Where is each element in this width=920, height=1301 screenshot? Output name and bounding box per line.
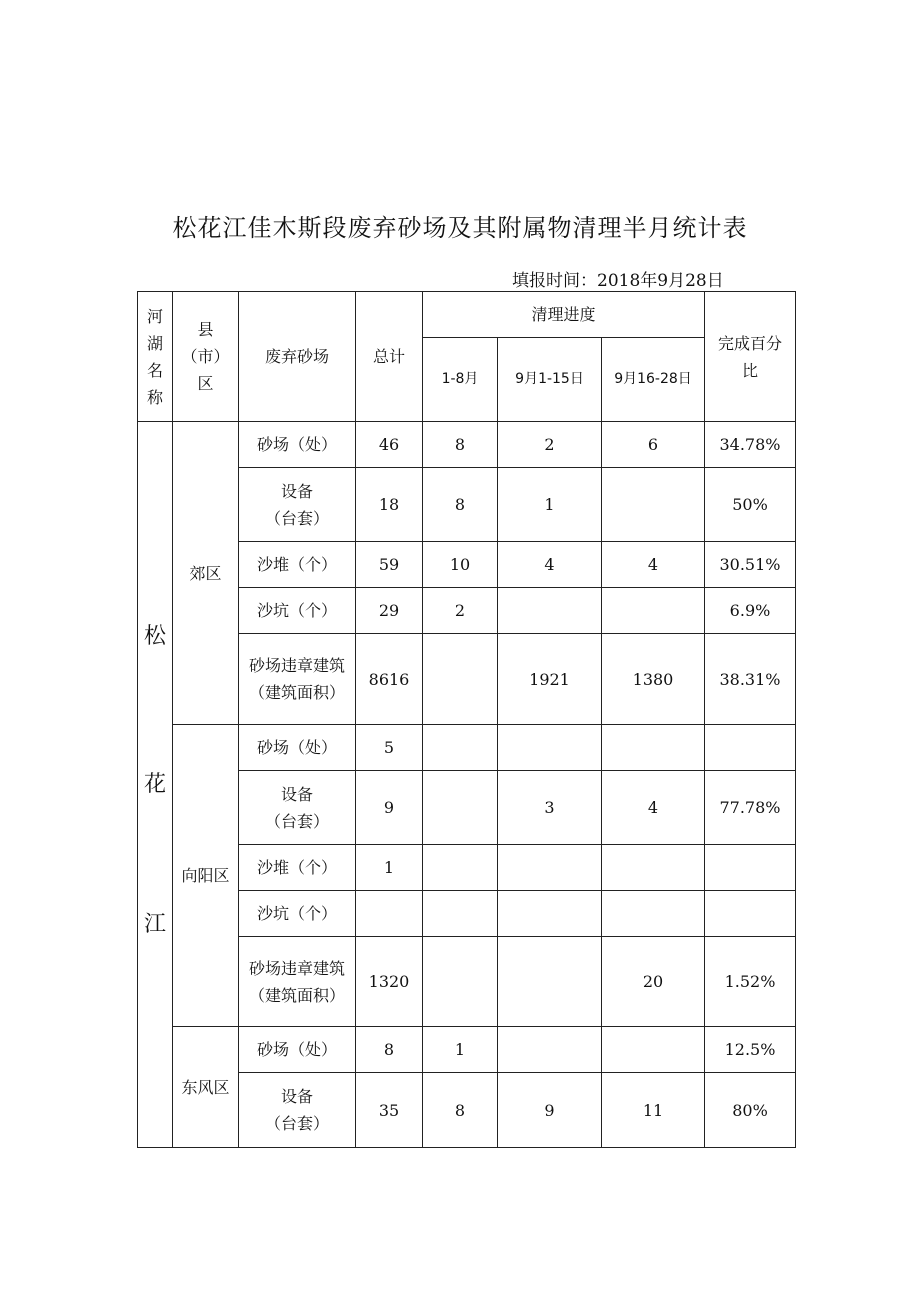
item-label: 设备 （台套） <box>239 468 356 542</box>
item-label: 沙坑（个） <box>239 891 356 937</box>
header-river-name: 河 湖 名 称 <box>138 292 173 422</box>
district-name: 向阳区 <box>173 725 239 1027</box>
percent-cell: 80% <box>705 1073 796 1148</box>
page-title: 松花江佳木斯段废弃砂场及其附属物清理半月统计表 <box>172 214 748 242</box>
percent-cell: 1.52% <box>705 937 796 1027</box>
total-cell: 35 <box>356 1073 423 1148</box>
percent-cell: 77.78% <box>705 771 796 845</box>
period1-cell: 2 <box>423 588 498 634</box>
table-row <box>138 725 796 771</box>
period2-cell: 3 <box>498 771 602 845</box>
header-total: 总计 <box>356 292 423 422</box>
period1-cell <box>423 725 498 771</box>
period1-cell <box>423 891 498 937</box>
period3-cell: 6 <box>602 422 705 468</box>
percent-cell: 6.9% <box>705 588 796 634</box>
total-cell: 59 <box>356 542 423 588</box>
percent-cell: 30.51% <box>705 542 796 588</box>
statistics-table <box>137 291 796 1148</box>
item-label: 设备 （台套） <box>239 1073 356 1148</box>
percent-cell: 38.31% <box>705 634 796 725</box>
period3-cell <box>602 725 705 771</box>
period2-cell: 1921 <box>498 634 602 725</box>
period3-cell <box>602 468 705 542</box>
item-label: 沙坑（个） <box>239 588 356 634</box>
item-label: 砂场违章建筑 （建筑面积） <box>239 634 356 725</box>
period3-cell <box>602 588 705 634</box>
item-label: 砂场（处） <box>239 725 356 771</box>
period1-cell: 8 <box>423 422 498 468</box>
period2-cell <box>498 588 602 634</box>
total-cell: 8 <box>356 1027 423 1073</box>
total-cell: 1 <box>356 845 423 891</box>
total-cell: 18 <box>356 468 423 542</box>
total-cell <box>356 891 423 937</box>
total-cell: 5 <box>356 725 423 771</box>
total-cell: 1320 <box>356 937 423 1027</box>
period3-cell <box>602 891 705 937</box>
period2-cell <box>498 1027 602 1073</box>
period2-cell <box>498 937 602 1027</box>
period1-cell: 10 <box>423 542 498 588</box>
header-progress: 清理进度 <box>423 292 705 338</box>
period2-cell <box>498 891 602 937</box>
item-label: 沙堆（个） <box>239 542 356 588</box>
header-period-sep-1-15: 9月1-15日 <box>498 338 602 422</box>
period3-cell: 11 <box>602 1073 705 1148</box>
item-label: 沙堆（个） <box>239 845 356 891</box>
item-label: 砂场违章建筑 （建筑面积） <box>239 937 356 1027</box>
percent-cell <box>705 891 796 937</box>
period2-cell: 1 <box>498 468 602 542</box>
total-cell: 29 <box>356 588 423 634</box>
period3-cell <box>602 845 705 891</box>
item-label: 设备 （台套） <box>239 771 356 845</box>
percent-cell: 34.78% <box>705 422 796 468</box>
percent-cell: 50% <box>705 468 796 542</box>
period2-cell: 9 <box>498 1073 602 1148</box>
period1-cell: 8 <box>423 1073 498 1148</box>
period3-cell <box>602 1027 705 1073</box>
period2-cell: 2 <box>498 422 602 468</box>
item-label: 砂场（处） <box>239 1027 356 1073</box>
river-name-cell: 松 花 江 <box>138 422 173 1148</box>
period1-cell: 1 <box>423 1027 498 1073</box>
period1-cell <box>423 937 498 1027</box>
total-cell: 9 <box>356 771 423 845</box>
period2-cell <box>498 845 602 891</box>
period1-cell <box>423 845 498 891</box>
percent-cell: 12.5% <box>705 1027 796 1073</box>
fill-date: 填报时间：2018年9月28日 <box>512 271 724 291</box>
header-site: 废弃砂场 <box>239 292 356 422</box>
header-period-sep-16-28: 9月16-28日 <box>602 338 705 422</box>
percent-cell <box>705 845 796 891</box>
period2-cell <box>498 725 602 771</box>
period1-cell: 8 <box>423 468 498 542</box>
period2-cell: 4 <box>498 542 602 588</box>
header-percent: 完成百分 比 <box>705 292 796 422</box>
percent-cell <box>705 725 796 771</box>
total-cell: 46 <box>356 422 423 468</box>
period3-cell: 4 <box>602 542 705 588</box>
header-county: 县 （市） 区 <box>173 292 239 422</box>
item-label: 砂场（处） <box>239 422 356 468</box>
district-name: 东风区 <box>173 1027 239 1148</box>
period3-cell: 20 <box>602 937 705 1027</box>
header-period-1-8: 1-8月 <box>423 338 498 422</box>
period3-cell: 1380 <box>602 634 705 725</box>
period3-cell: 4 <box>602 771 705 845</box>
total-cell: 8616 <box>356 634 423 725</box>
period1-cell <box>423 634 498 725</box>
table-row <box>138 422 796 468</box>
period1-cell <box>423 771 498 845</box>
district-name: 郊区 <box>173 422 239 725</box>
table-row <box>138 1027 796 1073</box>
